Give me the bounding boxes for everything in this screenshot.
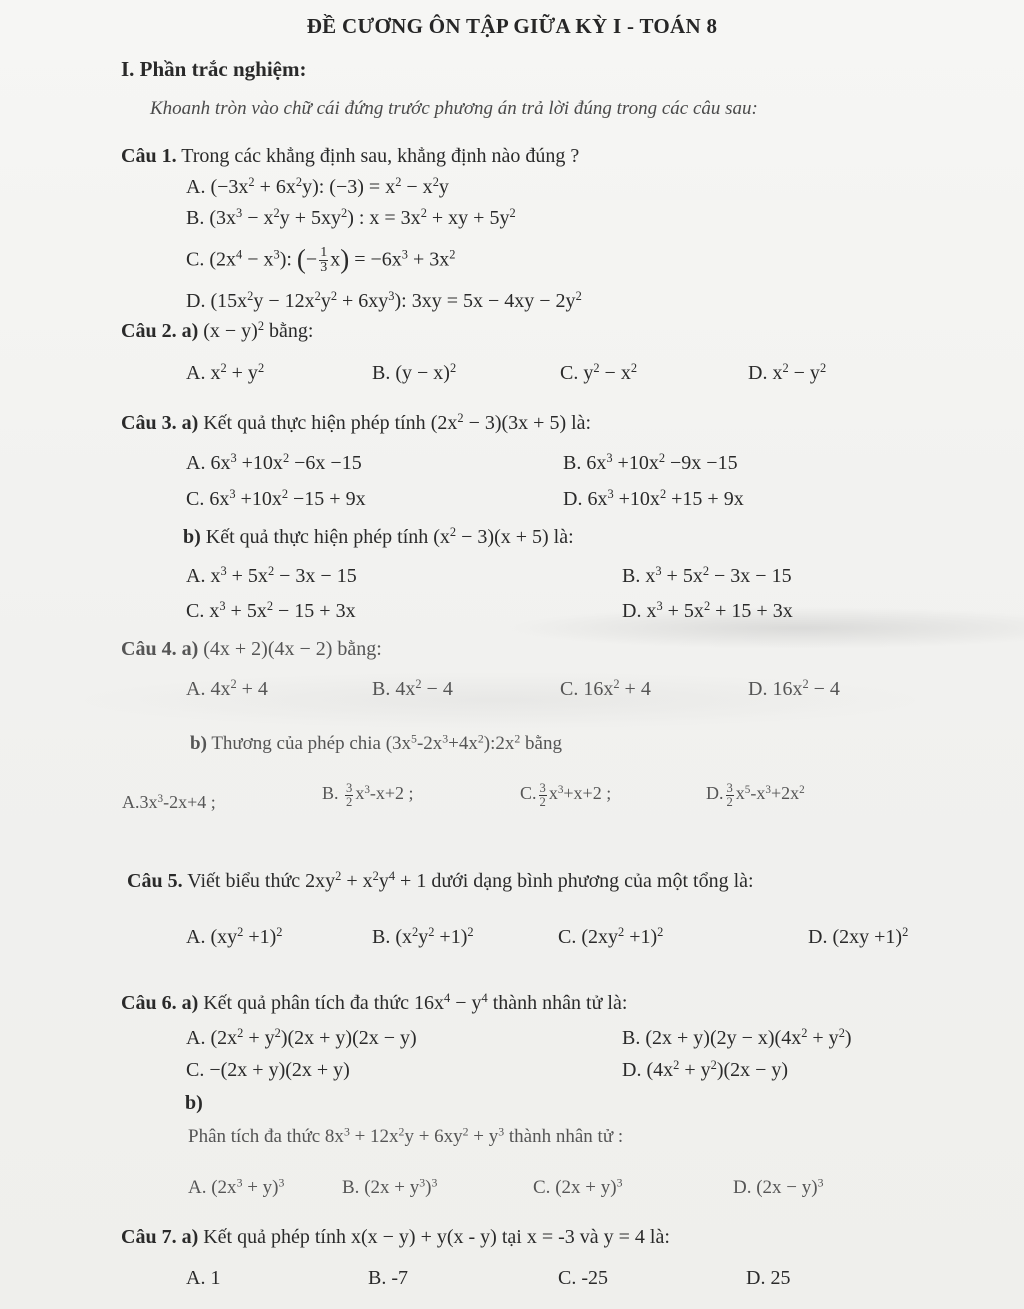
q6a-option-d[interactable]: D. $(4x^2 + y^2)(2x - y)$ — [622, 1058, 789, 1081]
q4a-option-b[interactable]: B. $4x^2 - 4$ — [372, 677, 453, 700]
q4a-option-a[interactable]: A. $4x^2 + 4$ — [186, 677, 268, 700]
question-6a: Câu 6. a) Kết quả phân tích đa thức $16x^4 - y^4$ thành nhân tử là: — [121, 991, 628, 1014]
section-heading: I. Phần trắc nghiệm: — [121, 57, 307, 81]
q3b-option-d[interactable]: D. $x^3 + 5x^2 + 15 + 3x$ — [622, 599, 793, 622]
q6b-option-d[interactable]: D. $(2x - y)^3$ — [733, 1176, 824, 1198]
fraction-one-third: $\frac{1}{3}$ — [320, 245, 328, 276]
question-6b: Phân tích đa thức $8x^3 + 12x^2y + 6xy^2 + y^3$ thành nhân tử : — [188, 1125, 624, 1147]
question-4b: b) Thương của phép chia $(3x^5-2x^3+4x^2):2x^2$ bằng — [190, 732, 562, 754]
q2-option-d[interactable]: D. $x^2 - y^2$ — [748, 361, 827, 384]
q3a-option-d[interactable]: D. $6x^3 +10x^2 +15 + 9x$ — [563, 487, 744, 510]
q4a-option-c[interactable]: C. $16x^2 + 4$ — [560, 677, 651, 700]
question-7a: Câu 7. a) Kết quả phép tính x(x − y) + y(x - y) tại x = -3 và y = 4 là: — [121, 1226, 670, 1248]
q5-option-a[interactable]: A. $(xy^2 +1)^2$ — [186, 925, 283, 948]
q2-option-a[interactable]: A. $x^2 + y^2$ — [186, 361, 265, 384]
question-text: Trong các khẳng định sau, khẳng định nào đúng ? — [176, 145, 580, 167]
q7-option-d[interactable]: D. 25 — [746, 1267, 791, 1289]
q6a-option-a[interactable]: A. $(2x^2 + y^2)(2x + y)(2x - y)$ — [186, 1026, 417, 1049]
q3b-option-b[interactable]: B. $x^3 + 5x^2 - 3x - 15$ — [622, 564, 792, 587]
q1-option-a[interactable]: A. $(-3x^2 + 6x^2y)$: $(-3) = x^2 - x^2y$ — [186, 175, 449, 198]
q4b-option-c[interactable]: C. $\frac{3}{2}$ $x^3+x+2$ ; — [520, 781, 612, 809]
q3a-option-a[interactable]: A. $6x^3 +10x^2 -6x -15$ — [186, 451, 362, 474]
q6b-option-a[interactable]: A. $(2x^3 + y)^3$ — [188, 1176, 285, 1198]
question-4a: Câu 4. a) (4x + 2)(4x − 2) bằng: — [121, 638, 382, 660]
question-3b: b) Kết quả thực hiện phép tính $(x^2 - 3)(x + 5)$ là: — [183, 525, 574, 548]
q6a-option-b[interactable]: B. $(2x + y)(2y - x)(4x^2 + y^2)$ — [622, 1026, 852, 1049]
question-2: Câu 2. a) $(x - y)^2$ bằng: — [121, 319, 314, 342]
q4b-option-b[interactable]: B. $\frac{3}{2}$ $x^3-x+2$ ; — [322, 781, 414, 809]
q7-option-c[interactable]: C. -25 — [558, 1267, 609, 1289]
q7-option-b[interactable]: B. -7 — [368, 1267, 409, 1289]
q6b-option-b[interactable]: B. $(2x + y^3)^3$ — [342, 1176, 438, 1198]
document-title: ĐỀ CƯƠNG ÔN TẬP GIỮA KỲ I - TOÁN 8 — [306, 14, 718, 38]
q3b-option-c[interactable]: C. $x^3 + 5x^2 - 15 + 3x$ — [186, 599, 356, 622]
q7-option-a[interactable]: A. 1 — [186, 1267, 221, 1289]
q5-option-c[interactable]: C. $(2xy^2 +1)^2$ — [558, 925, 664, 948]
q4b-option-d[interactable]: D. $\frac{3}{2}$ $x^5-x^3+2x^2$ — [706, 781, 805, 809]
q2-option-c[interactable]: C. $y^2 - x^2$ — [560, 361, 638, 384]
q1-option-b[interactable]: B. $(3x^3 - x^2y + 5xy^2)$ : $x = 3x^2$ + xy + $5y^2$ — [186, 206, 516, 229]
q3b-option-a[interactable]: A. $x^3 + 5x^2 - 3x - 15$ — [186, 564, 357, 587]
q4b-option-a[interactable]: $A.3x^3-2x+4$ ; — [122, 792, 216, 812]
q3a-option-b[interactable]: B. $6x^3 +10x^2 -9x -15$ — [563, 451, 738, 474]
q5-option-b[interactable]: B. $(x^2y^2 +1)^2$ — [372, 925, 474, 948]
q1-option-c[interactable]: C. $(2x^4 - x^3)$: (− $\frac{1}{3}$ $x) = -6x^3 + 3x^2$ — [186, 244, 456, 276]
q6b-option-c[interactable]: C. $(2x + y)^3$ — [533, 1176, 623, 1198]
q3a-option-c[interactable]: C. $6x^3 +10x^2 -15 + 9x$ — [186, 487, 366, 510]
question-5: Câu 5. Viết biểu thức $2xy^2 + x^2y^4 + 1$ dưới dạng bình phương của một tổng là: — [127, 869, 754, 892]
q5-option-d[interactable]: D. $(2xy +1)^2$ — [808, 925, 909, 948]
question-6b-label: b) — [185, 1092, 203, 1114]
q1-option-d[interactable]: D. $(15x^2y - 12x^2y^2 + 6xy^3)$: $3xy = 5x - 4xy - 2y^2$ — [186, 289, 582, 312]
question-1 — [121, 145, 579, 168]
instruction-text: Khoanh tròn vào chữ cái đứng trước phương án trả lời đúng trong các câu sau: — [150, 98, 758, 119]
q6a-option-c[interactable]: C. −(2x + y)(2x + y) — [186, 1059, 350, 1081]
question-3a: Câu 3. a) Kết quả thực hiện phép tính $(2x^2 - 3)(3x + 5)$ là: — [121, 411, 592, 434]
q2-option-b[interactable]: B. $(y - x)^2$ — [372, 361, 457, 384]
q4a-option-d[interactable]: D. $16x^2 - 4$ — [748, 677, 840, 700]
question-label: Câu 1. — [121, 145, 177, 167]
